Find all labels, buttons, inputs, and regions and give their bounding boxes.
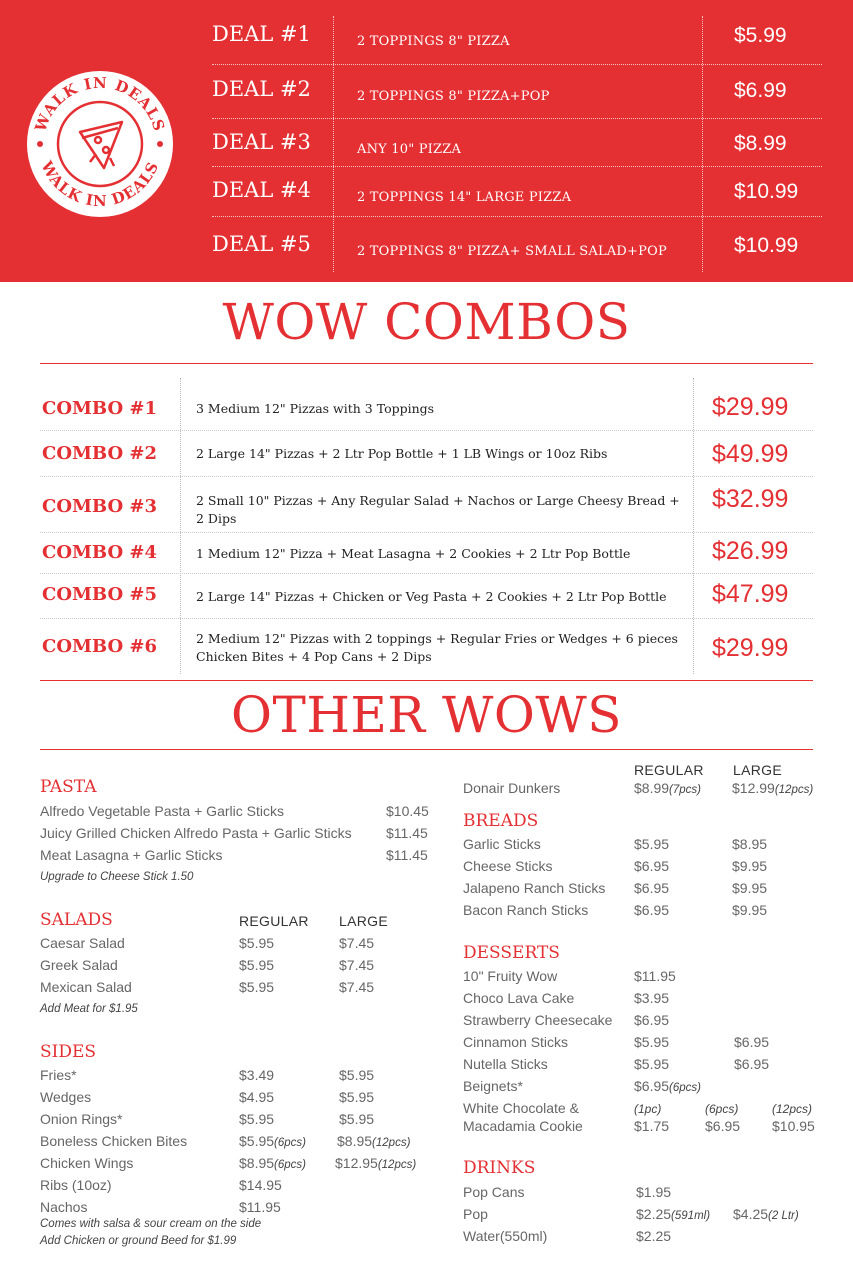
menu-item-name: Cheese Sticks	[463, 858, 553, 874]
deal-label: DEAL #5	[212, 232, 311, 256]
menu-item-name: Water(550ml)	[463, 1228, 548, 1244]
combo-price: $29.99	[712, 393, 789, 421]
menu-item-name: Pop	[463, 1206, 488, 1222]
deal-price: $10.99	[734, 234, 799, 257]
menu-item-name: Ribs (10oz)	[40, 1177, 112, 1193]
desserts-heading: DESSERTS	[463, 943, 560, 963]
menu-item-name: Cinnamon Sticks	[463, 1034, 569, 1050]
menu-item-price: $5.95	[634, 1034, 670, 1050]
menu-item-price: $8.95(6pcs)	[239, 1155, 306, 1171]
menu-item-name: Caesar Salad	[40, 935, 125, 951]
deal-row	[212, 210, 822, 262]
combo-desc: 1 Medium 12" Pizza + Meat Lasagna + 2 Cookies + 2 Ltr Pop Bottle	[196, 546, 631, 561]
menu-item-price: $9.95	[732, 880, 768, 896]
menu-item-name: Garlic Sticks	[463, 836, 541, 852]
deal-row	[212, 108, 822, 160]
menu-item-price: $11.45	[386, 847, 428, 863]
menu-item-name: Onion Rings*	[40, 1111, 123, 1127]
section-divider	[40, 680, 813, 681]
sides-note: Comes with salsa & sour cream on the side	[40, 1218, 262, 1230]
combo-desc: 3 Medium 12" Pizzas with 3 Toppings	[196, 401, 435, 416]
menu-item-price: $7.45	[339, 935, 375, 951]
section-divider	[40, 749, 813, 750]
section-divider	[40, 363, 813, 364]
menu-item-price: $11.95	[239, 1199, 281, 1215]
menu-item-price: $6.95	[705, 1118, 741, 1134]
combo-desc: 2 Medium 12" Pizzas with 2 toppings + Regular Fries or Wedges + 6 pieces Chicken Bites + 4 Pop Cans + 2 Dips	[196, 631, 678, 664]
deal-label: DEAL #2	[212, 77, 311, 101]
menu-item-price: $5.95	[339, 1111, 375, 1127]
deal-price: $6.99	[734, 79, 787, 102]
salads-note: Add Meat for $1.95	[40, 1003, 138, 1015]
deal-label: DEAL #4	[212, 178, 311, 202]
menu-item-name: Juicy Grilled Chicken Alfredo Pasta + Garlic Sticks	[40, 825, 352, 841]
menu-item-name: Boneless Chicken Bites	[40, 1133, 188, 1149]
drinks-heading: DRINKS	[463, 1158, 536, 1178]
menu-item-price: $5.95	[339, 1067, 375, 1083]
breads-heading: BREADS	[463, 811, 539, 831]
menu-item-price: $6.95(6pcs)	[634, 1078, 701, 1094]
deal-row	[212, 156, 822, 208]
qty-label: (1pc)	[634, 1102, 662, 1116]
menu-item-name: Fries*	[40, 1067, 77, 1083]
combo-label: COMBO #4	[42, 542, 158, 563]
combo-divider	[180, 378, 181, 674]
combo-price: $47.99	[712, 580, 789, 608]
deal-desc: 2 TOPPINGS 14" LARGE PIZZA	[357, 190, 572, 205]
pasta-heading: PASTA	[40, 777, 97, 797]
menu-item-price: $6.95	[634, 858, 670, 874]
menu-item-name: Jalapeno Ranch Sticks	[463, 880, 606, 896]
deal-price: $10.99	[734, 180, 799, 203]
menu-item-price: $2.25	[636, 1228, 672, 1244]
combo-label: COMBO #2	[42, 443, 158, 464]
qty-label: (12pcs)	[772, 1102, 813, 1116]
col-regular: REGULAR	[239, 913, 309, 929]
menu-item-price: $6.95	[734, 1034, 770, 1050]
combo-label: COMBO #3	[42, 496, 158, 517]
deal-desc: ANY 10" PIZZA	[357, 142, 462, 157]
menu-item-price: $9.95	[732, 858, 768, 874]
qty-label: (6pcs)	[705, 1102, 739, 1116]
menu-item-name: Choco Lava Cake	[463, 990, 575, 1006]
menu-item-price: $5.95	[634, 836, 670, 852]
menu-item-price: $6.95	[734, 1056, 770, 1072]
menu-item-name: Greek Salad	[40, 957, 118, 973]
deal-row	[212, 0, 822, 52]
combo-price: $29.99	[712, 634, 789, 662]
menu-item-price: $5.95	[239, 935, 275, 951]
menu-item-name: Donair Dunkers	[463, 780, 561, 796]
menu-item-price: $8.95(12pcs)	[337, 1133, 411, 1149]
deal-row	[212, 55, 822, 107]
menu-item-price: $11.95	[634, 968, 676, 984]
menu-item-name: Beignets*	[463, 1078, 523, 1094]
other-wows-title: OTHER WOWS	[230, 686, 622, 744]
combo-label: COMBO #5	[42, 584, 158, 605]
combo-desc: 2 Small 10" Pizzas + Any Regular Salad + Nachos or Large Cheesy Bread + 2 Dips	[196, 493, 680, 526]
deal-price: $5.99	[734, 24, 787, 47]
menu-item-price: $14.95	[239, 1177, 282, 1193]
deal-label: DEAL #1	[212, 22, 311, 46]
pasta-note: Upgrade to Cheese Stick 1.50	[40, 871, 194, 883]
sides-heading: SIDES	[40, 1042, 97, 1062]
deal-desc: 2 TOPPINGS 8" PIZZA	[357, 34, 510, 49]
menu-item-price: $5.95	[239, 979, 275, 995]
menu-item-price: $4.25(2 Ltr)	[733, 1206, 799, 1222]
menu-item-price: $12.95(12pcs)	[335, 1155, 417, 1171]
combo-desc: 2 Large 14" Pizzas + Chicken or Veg Pasta + 2 Cookies + 2 Ltr Pop Bottle	[196, 589, 667, 604]
deal-label: DEAL #3	[212, 130, 311, 154]
menu-item-name: Nutella Sticks	[463, 1056, 548, 1072]
menu-item-price: $8.99(7pcs)	[634, 780, 701, 796]
menu-item-price: $8.95	[732, 836, 768, 852]
deal-desc: 2 TOPPINGS 8" PIZZA+POP	[357, 89, 550, 104]
menu-item-price: $5.95	[339, 1089, 375, 1105]
menu-item-name: Chicken Wings	[40, 1155, 134, 1171]
menu-item-price: $5.95	[634, 1056, 670, 1072]
menu-item-name: Strawberry Cheesecake	[463, 1012, 613, 1028]
badge-bottom-text: WALK IN DEALS	[37, 158, 163, 211]
menu-item-price: $10.45	[386, 803, 429, 819]
menu-item-price: $3.95	[634, 990, 670, 1006]
menu-item-name: Bacon Ranch Sticks	[463, 902, 589, 918]
menu-item-price: $7.45	[339, 957, 375, 973]
menu-item-price: $12.99(12pcs)	[732, 780, 814, 796]
combo-label: COMBO #6	[42, 636, 158, 657]
col-regular: REGULAR	[634, 762, 704, 778]
menu-item-price: $5.95	[239, 1111, 275, 1127]
combo-price: $49.99	[712, 440, 789, 468]
menu-item-price: $7.45	[339, 979, 375, 995]
menu-item-name: Pop Cans	[463, 1184, 525, 1200]
menu-item-price: $11.45	[386, 825, 428, 841]
menu-item-price: $6.95	[634, 1012, 670, 1028]
combo-desc: 2 Large 14" Pizzas + 2 Ltr Pop Bottle + 1 LB Wings or 10oz Ribs	[196, 446, 608, 461]
combo-label: COMBO #1	[42, 398, 158, 419]
combos-title: WOW COMBOS	[222, 293, 631, 351]
badge-top-text: WALK IN DEALS	[31, 73, 169, 134]
menu-item-price: $5.95(6pcs)	[239, 1133, 306, 1149]
menu-item-price: $1.75	[634, 1118, 670, 1134]
deal-price: $8.99	[734, 132, 787, 155]
col-large: LARGE	[733, 762, 782, 778]
combo-price: $26.99	[712, 537, 789, 565]
salads-heading: SALADS	[40, 910, 113, 930]
menu-item-name: Nachos	[40, 1199, 88, 1215]
menu-item-price: $6.95	[634, 880, 670, 896]
menu-item-price: $3.49	[239, 1067, 275, 1083]
menu-item-price: $2.25(591ml)	[636, 1206, 711, 1222]
sides-note: Add Chicken or ground Beed for $1.99	[40, 1235, 237, 1247]
combo-price: $32.99	[712, 485, 789, 513]
menu-item-name: Macadamia Cookie	[463, 1118, 583, 1134]
menu-item-price: $4.95	[239, 1089, 275, 1105]
menu-item-price: $10.95	[772, 1118, 815, 1134]
menu-item-name: 10" Fruity Wow	[463, 968, 558, 984]
menu-item-price: $9.95	[732, 902, 768, 918]
menu-item-price: $6.95	[634, 902, 670, 918]
menu-item-name: White Chocolate &	[463, 1100, 579, 1116]
menu-item-name: Alfredo Vegetable Pasta + Garlic Sticks	[40, 803, 284, 819]
menu-item-name: Meat Lasagna + Garlic Sticks	[40, 847, 223, 863]
menu-item-price: $5.95	[239, 957, 275, 973]
deal-desc: 2 TOPPINGS 8" PIZZA+ SMALL SALAD+POP	[357, 244, 667, 259]
combo-divider	[693, 378, 694, 674]
menu-item-name: Wedges	[40, 1089, 92, 1105]
menu-item-price: $1.95	[636, 1184, 672, 1200]
menu-item-name: Mexican Salad	[40, 979, 132, 995]
col-large: LARGE	[339, 913, 388, 929]
walk-in-deals-badge	[26, 70, 174, 218]
